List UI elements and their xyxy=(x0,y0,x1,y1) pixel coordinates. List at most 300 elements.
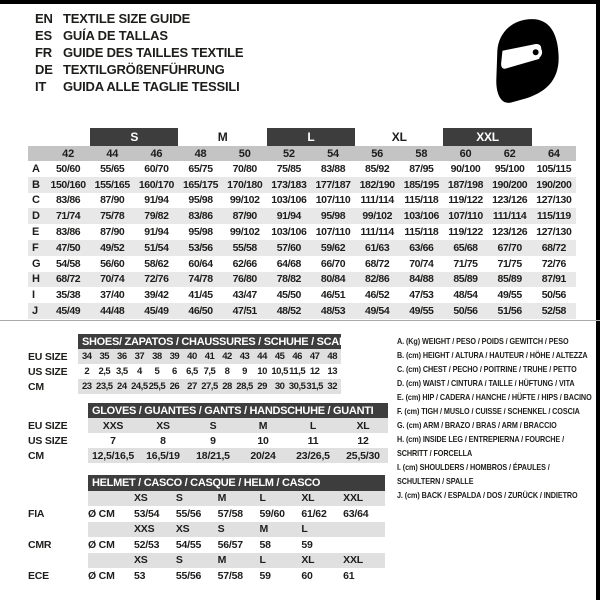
size-value: XS xyxy=(138,418,188,433)
measurement-value: 173/183 xyxy=(271,178,307,191)
size-value: 2 xyxy=(84,366,90,377)
measurement-value: 41/45 xyxy=(188,289,213,302)
size-row xyxy=(28,418,388,433)
helmet-cert-row xyxy=(28,568,385,584)
size-value: 36 xyxy=(113,349,131,364)
legend-item: J. (cm) BACK / ESPALDA / DOS / ZURÜCK / INDIETRO xyxy=(397,490,578,500)
measurement-value: 70/74 xyxy=(409,257,434,270)
size-value: 27,5 xyxy=(201,381,218,392)
size-value: XL xyxy=(338,418,388,433)
helmet-size-value: 55/56 xyxy=(175,507,202,520)
empty-header xyxy=(28,522,88,538)
measurement-value: 115/118 xyxy=(404,226,439,239)
measurement-value: 187/198 xyxy=(447,178,484,191)
helmet-size-value: 59 xyxy=(301,538,313,551)
helmet-size-label: M xyxy=(259,522,301,538)
measurement-value: 99/102 xyxy=(229,194,260,207)
empty-header xyxy=(28,334,78,349)
size-value: 6 xyxy=(172,366,177,377)
measurement-value: 59/62 xyxy=(320,241,346,254)
size-value: 10 xyxy=(257,434,269,447)
measurement-value: 71/74 xyxy=(55,210,81,223)
measurement-value: 71/75 xyxy=(453,257,478,270)
helmet-cert-row xyxy=(28,537,385,553)
legend-item: B. (cm) HEIGHT / ALTURA / HAUTEUR / HÖHE / ALTEZZA xyxy=(397,350,588,360)
numeric-size-header: 58 xyxy=(399,146,443,161)
certification-label: FIA xyxy=(28,507,45,520)
size-value: 23 xyxy=(78,379,96,394)
measurement-value: 127/130 xyxy=(536,226,572,239)
numeric-size-header: 54 xyxy=(311,146,355,161)
measurement-value: 127/130 xyxy=(536,194,572,207)
measurement-value: 37/40 xyxy=(100,289,125,302)
numeric-size-header: 46 xyxy=(134,146,178,161)
helmet-size-value: 52/53 xyxy=(134,538,160,551)
certification-label: ECE xyxy=(28,569,49,582)
measurement-value: 68/72 xyxy=(55,273,81,286)
helmet-size-label: XS xyxy=(134,553,176,569)
helmet-size-label: M xyxy=(218,553,260,569)
measurement-value: 55/65 xyxy=(100,162,125,175)
size-value: 40 xyxy=(183,349,201,364)
numeric-size-header: 62 xyxy=(488,146,532,161)
helmet-size-value: 53 xyxy=(134,569,146,582)
measurement-value: 84/88 xyxy=(409,273,434,286)
measurement-value: 51/54 xyxy=(144,241,169,254)
size-value: 30 xyxy=(271,379,289,394)
legend-item: A. (Kg) WEIGHT / PESO / POIDS / GEWITCH / PESO xyxy=(397,336,569,346)
language-row xyxy=(35,44,243,61)
measurement-value: 91/94 xyxy=(144,194,169,207)
measurement-value: 107/110 xyxy=(448,210,483,223)
measurement-value: 103/106 xyxy=(271,226,307,239)
size-value: 6,5 xyxy=(186,366,198,377)
measurement-value: 190/200 xyxy=(536,178,572,191)
measurement-value: 65/75 xyxy=(188,162,213,175)
legend-item: G. (cm) ARM / BRAZO / BRAS / ARM / BRACCIO xyxy=(397,420,557,430)
measurement-value: 170/180 xyxy=(227,178,263,191)
measurement-row xyxy=(28,240,576,256)
size-value: 30,5 xyxy=(288,381,306,392)
measurement-value: 47/50 xyxy=(55,241,81,254)
measurement-value: 53/56 xyxy=(188,241,213,254)
measurement-row xyxy=(28,208,576,224)
size-value: 37 xyxy=(131,349,149,364)
size-value: 13 xyxy=(327,366,337,377)
size-value: 39 xyxy=(166,349,184,364)
measurement-value: 67/70 xyxy=(497,241,522,254)
measurement-value: 46/52 xyxy=(365,289,390,302)
size-value: 41 xyxy=(201,349,219,364)
empty-header xyxy=(532,128,576,146)
measurement-value: 123/126 xyxy=(492,226,528,239)
measurement-value: 48/54 xyxy=(453,289,478,302)
helmet-size-label: M xyxy=(218,491,260,507)
measurement-value: 72/76 xyxy=(144,273,169,286)
language-title: GUÍA DE TALLAS xyxy=(63,28,168,43)
measurement-value: 47/51 xyxy=(232,305,257,318)
measurement-row xyxy=(28,161,576,177)
measurement-value: 63/66 xyxy=(409,241,434,254)
measurement-value: 50/56 xyxy=(453,305,478,318)
size-value: 7 xyxy=(110,434,116,447)
helmet-size-label: XL xyxy=(301,553,343,569)
measurement-value: 43/47 xyxy=(232,289,257,302)
top-frame-border xyxy=(0,0,600,4)
measurement-value: 76/80 xyxy=(232,273,257,286)
racing-helmet-icon xyxy=(490,16,566,115)
language-title: TEXTILE SIZE GUIDE xyxy=(63,11,191,26)
measurement-value: 185/195 xyxy=(403,178,439,191)
table-title: SHOES/ ZAPATOS / CHAUSSURES / SCHUHE / SCARPE xyxy=(78,334,341,349)
measurement-value: 95/98 xyxy=(188,226,213,239)
helmet-size-value: 58 xyxy=(259,538,271,551)
empty-cell xyxy=(88,491,134,507)
row-label: US SIZE xyxy=(28,365,68,378)
row-label: CM xyxy=(28,449,44,462)
size-row xyxy=(28,379,341,394)
size-value: 12 xyxy=(309,366,320,377)
size-row xyxy=(28,364,341,379)
size-value: 5 xyxy=(154,366,160,377)
measurement-row xyxy=(28,177,576,193)
legend-item: C. (cm) CHEST / PECHO / POITRINE / TRUHE / PETTO xyxy=(397,364,577,374)
helmet-size-value: 61/62 xyxy=(301,507,327,520)
size-value: 8 xyxy=(160,434,166,447)
measurement-value: 57/60 xyxy=(276,241,301,254)
measurement-value: 70/74 xyxy=(100,273,125,286)
helmet-size-row xyxy=(28,553,385,569)
size-value: 34 xyxy=(78,349,96,364)
helmet-cert-row xyxy=(28,506,385,522)
helmet-size-value: 56/57 xyxy=(217,538,243,551)
legend-item: F. (cm) TIGH / MUSLO / CUISSE / SCHENKEL / COSCIA xyxy=(397,406,580,416)
measurement-value: 99/102 xyxy=(229,226,260,239)
size-group-header: L xyxy=(267,128,355,146)
measurement-value: 87/90 xyxy=(100,226,125,239)
size-value: 8 xyxy=(224,366,230,377)
empty-header xyxy=(28,403,88,418)
measurement-value: 119/122 xyxy=(448,226,483,239)
table-title: HELMET / CASCO / CASQUE / HELM / CASCO xyxy=(88,475,385,491)
helmet-size-value: 59 xyxy=(259,569,271,582)
helmet-size-label: S xyxy=(218,522,260,538)
measurement-value: 79/82 xyxy=(144,210,169,223)
size-value: 45 xyxy=(271,349,289,364)
measurement-value: 111/114 xyxy=(492,210,527,223)
measurement-letter: H xyxy=(32,273,40,286)
diameter-label: Ø CM xyxy=(88,569,115,582)
empty-header xyxy=(28,146,46,161)
measurement-letter: E xyxy=(32,226,40,239)
helmet-size-label: XXL xyxy=(343,553,385,569)
empty-cell xyxy=(88,553,134,569)
measurement-value: 87/91 xyxy=(541,273,566,286)
measurement-value: 182/190 xyxy=(359,178,395,191)
size-value: 29 xyxy=(253,379,271,394)
measurement-row xyxy=(28,287,576,303)
language-code: ES xyxy=(35,28,52,43)
measurement-value: 95/100 xyxy=(494,162,525,175)
measurement-letter: A xyxy=(32,162,40,175)
helmet-size-value: 54/55 xyxy=(175,538,202,551)
size-value: 24,5 xyxy=(131,381,148,392)
measurement-legend xyxy=(397,334,594,502)
numeric-size-header: 64 xyxy=(532,146,576,161)
diameter-label: Ø CM xyxy=(88,507,115,520)
measurement-value: 85/89 xyxy=(453,273,478,286)
measurement-value: 65/68 xyxy=(453,241,478,254)
language-title: GUIDE DES TAILLES TEXTILE xyxy=(63,45,244,60)
measurement-value: 58/62 xyxy=(144,257,169,270)
measurement-value: 150/160 xyxy=(50,178,86,191)
size-value: 44 xyxy=(253,349,271,364)
size-value: 42 xyxy=(218,349,236,364)
helmet-size-label: XXL xyxy=(343,491,385,507)
diameter-label: Ø CM xyxy=(88,538,115,551)
size-value: 23,5 xyxy=(96,381,113,392)
size-value: L xyxy=(288,418,338,433)
measurement-value: 49/54 xyxy=(365,305,390,318)
measurement-value: 99/102 xyxy=(362,210,393,223)
helmet-size-label: L xyxy=(259,553,301,569)
measurement-value: 56/60 xyxy=(100,257,125,270)
language-code: IT xyxy=(35,79,47,94)
measurement-row xyxy=(28,193,576,209)
size-value: 12 xyxy=(357,434,369,447)
language-code: FR xyxy=(35,45,52,60)
size-value: M xyxy=(238,418,288,433)
size-value: 35 xyxy=(96,349,114,364)
measurement-value: 103/106 xyxy=(403,210,439,223)
garment-size-table xyxy=(28,128,576,319)
measurement-value: 83/86 xyxy=(188,210,213,223)
measurement-value: 49/55 xyxy=(409,305,434,318)
legend-item: I. (cm) SHOULDERS / HOMBROS / ÉPAULES / SCHULTERN / SPALLE xyxy=(397,462,550,486)
measurement-value: 107/110 xyxy=(315,194,351,207)
numeric-size-header: 52 xyxy=(267,146,311,161)
numeric-size-header: 44 xyxy=(90,146,134,161)
helmet-size-label: XS xyxy=(134,491,176,507)
measurement-value: 75/78 xyxy=(100,210,125,223)
helmet-size-label: XL xyxy=(301,491,343,507)
numeric-size-header: 60 xyxy=(443,146,487,161)
right-frame-border xyxy=(596,0,600,600)
size-value: 28 xyxy=(218,379,236,394)
measurement-letter: C xyxy=(32,194,40,207)
helmet-size-label xyxy=(343,522,385,538)
measurement-value: 68/72 xyxy=(541,241,566,254)
measurement-value: 83/86 xyxy=(55,194,81,207)
size-value: 18/21,5 xyxy=(188,448,238,463)
size-value: 47 xyxy=(306,349,324,364)
helmet-size-table xyxy=(28,475,385,584)
measurement-letter: J xyxy=(32,305,38,318)
size-value: 46 xyxy=(288,349,306,364)
numeric-size-header: 48 xyxy=(178,146,222,161)
measurement-value: 111/114 xyxy=(360,226,394,239)
measurement-value: 61/63 xyxy=(365,241,390,254)
helmet-size-label: S xyxy=(176,553,218,569)
size-value: 25,5 xyxy=(148,381,166,392)
measurement-value: 87/90 xyxy=(100,194,125,207)
legend-item: H. (cm) INSIDE LEG / ENTREPIERNA / FOURCHE / SCHRITT / FORCELLA xyxy=(397,434,565,458)
language-code: DE xyxy=(35,62,53,77)
measurement-value: 123/126 xyxy=(492,194,528,207)
size-value: 25,5/30 xyxy=(338,448,388,463)
measurement-letter: F xyxy=(32,241,39,254)
numeric-size-header: 50 xyxy=(223,146,267,161)
measurement-value: 48/52 xyxy=(276,305,301,318)
empty-cell xyxy=(88,522,134,538)
measurement-value: 91/94 xyxy=(276,210,301,223)
size-value: 11,5 xyxy=(289,366,306,377)
helmet-size-label: XXS xyxy=(134,522,176,538)
measurement-value: 82/86 xyxy=(365,273,390,286)
measurement-value: 95/98 xyxy=(188,194,213,207)
size-value: 12,5/16,5 xyxy=(88,448,138,463)
size-value: 28,5 xyxy=(236,381,253,392)
helmet-size-row xyxy=(28,522,385,538)
size-value: 16,5/19 xyxy=(138,448,188,463)
language-row xyxy=(35,78,243,95)
measurement-value: 66/70 xyxy=(320,257,346,270)
numeric-size-header: 56 xyxy=(355,146,399,161)
row-label: US SIZE xyxy=(28,434,68,447)
size-value: 38 xyxy=(148,349,166,364)
measurement-value: 50/56 xyxy=(541,289,566,302)
helmet-size-label: S xyxy=(176,491,218,507)
measurement-value: 103/106 xyxy=(271,194,307,207)
size-value: 31,5 xyxy=(306,381,323,392)
measurement-value: 91/94 xyxy=(144,226,169,239)
measurement-value: 49/55 xyxy=(497,289,522,302)
measurement-value: 47/53 xyxy=(409,289,434,302)
measurement-value: 46/51 xyxy=(320,289,346,302)
measurement-value: 87/95 xyxy=(409,162,434,175)
size-group-header: S xyxy=(90,128,178,146)
measurement-value: 83/88 xyxy=(320,162,346,175)
measurement-value: 45/50 xyxy=(276,289,301,302)
section-divider xyxy=(0,320,600,321)
size-row xyxy=(28,448,388,463)
measurement-value: 46/50 xyxy=(188,305,213,318)
size-value: 3,5 xyxy=(115,366,128,377)
measurement-value: 45/49 xyxy=(144,305,169,318)
measurement-letter: G xyxy=(32,257,41,270)
size-value: 11 xyxy=(307,434,319,447)
measurement-value: 49/52 xyxy=(100,241,125,254)
measurement-value: 107/110 xyxy=(315,226,351,239)
measurement-value: 39/42 xyxy=(144,289,169,302)
helmet-size-value: 63/64 xyxy=(343,507,369,520)
gloves-size-table xyxy=(28,403,388,463)
size-value: 7,5 xyxy=(203,366,216,377)
empty-header xyxy=(28,491,88,507)
helmet-size-row xyxy=(28,491,385,507)
empty-header xyxy=(28,128,90,146)
measurement-row xyxy=(28,256,576,272)
measurement-value: 60/70 xyxy=(144,162,169,175)
language-row xyxy=(35,61,243,78)
language-title-list xyxy=(35,10,243,95)
measurement-value: 51/56 xyxy=(497,305,522,318)
empty-header xyxy=(28,475,88,491)
size-value: 4 xyxy=(136,366,142,377)
measurement-value: 160/170 xyxy=(138,178,174,191)
measurement-value: 45/49 xyxy=(55,305,81,318)
measurement-value: 48/53 xyxy=(320,305,346,318)
size-value: 9 xyxy=(210,434,216,447)
measurement-value: 90/100 xyxy=(450,162,481,175)
size-group-header: XL xyxy=(391,130,407,144)
size-value: 9 xyxy=(242,366,247,377)
measurement-letter: I xyxy=(32,289,35,302)
measurement-value: 50/60 xyxy=(55,162,81,175)
size-value: 23/26,5 xyxy=(288,448,338,463)
measurement-value: 115/118 xyxy=(404,194,439,207)
measurement-value: 74/78 xyxy=(188,273,213,286)
measurement-row xyxy=(28,272,576,288)
size-value: XXS xyxy=(88,418,138,433)
language-title: TEXTILGRÖßENFÜHRUNG xyxy=(63,62,225,77)
measurement-value: 72/76 xyxy=(541,257,566,270)
measurement-row xyxy=(28,303,576,319)
language-row xyxy=(35,10,243,27)
measurement-value: 64/68 xyxy=(276,257,301,270)
helmet-size-label: XS xyxy=(176,522,218,538)
certification-label: CMR xyxy=(28,538,52,551)
size-value: 27 xyxy=(183,379,201,394)
measurement-value: 95/98 xyxy=(320,210,346,223)
row-label: EU SIZE xyxy=(28,350,68,363)
measurement-value: 83/86 xyxy=(55,226,81,239)
measurement-value: 68/72 xyxy=(365,257,390,270)
helmet-size-value: 55/56 xyxy=(175,569,202,582)
shoes-size-table xyxy=(28,334,361,394)
measurement-value: 105/115 xyxy=(536,162,572,175)
legend-item: D. (cm) WAIST / CINTURA / TAILLE / HÜFTUNG / VITA xyxy=(397,378,575,388)
size-row xyxy=(28,433,388,448)
measurement-value: 111/114 xyxy=(360,194,394,207)
size-value: 48 xyxy=(323,349,341,364)
size-row xyxy=(28,349,341,364)
helmet-size-value: 53/54 xyxy=(134,507,160,520)
size-value: S xyxy=(188,418,238,433)
size-value: 10 xyxy=(257,366,267,377)
measurement-value: 80/84 xyxy=(320,273,346,286)
helmet-size-value: 59/60 xyxy=(259,507,285,520)
helmet-size-label: L xyxy=(301,522,343,538)
measurement-row xyxy=(28,224,576,240)
measurement-value: 177/187 xyxy=(315,178,351,191)
measurement-value: 44/48 xyxy=(100,305,125,318)
measurement-value: 62/66 xyxy=(232,257,257,270)
measurement-value: 70/80 xyxy=(232,162,257,175)
size-value: 43 xyxy=(236,349,254,364)
measurement-value: 75/85 xyxy=(276,162,301,175)
measurement-value: 155/165 xyxy=(94,178,130,191)
measurement-value: 60/64 xyxy=(188,257,213,270)
row-label: CM xyxy=(28,380,44,393)
size-group-header: XXL xyxy=(443,128,531,146)
measurement-value: 54/58 xyxy=(55,257,81,270)
language-row xyxy=(35,27,243,44)
size-value: 26 xyxy=(166,379,184,394)
measurement-letter: D xyxy=(32,210,40,223)
helmet-size-value: 61 xyxy=(343,569,355,582)
measurement-value: 35/38 xyxy=(55,289,81,302)
